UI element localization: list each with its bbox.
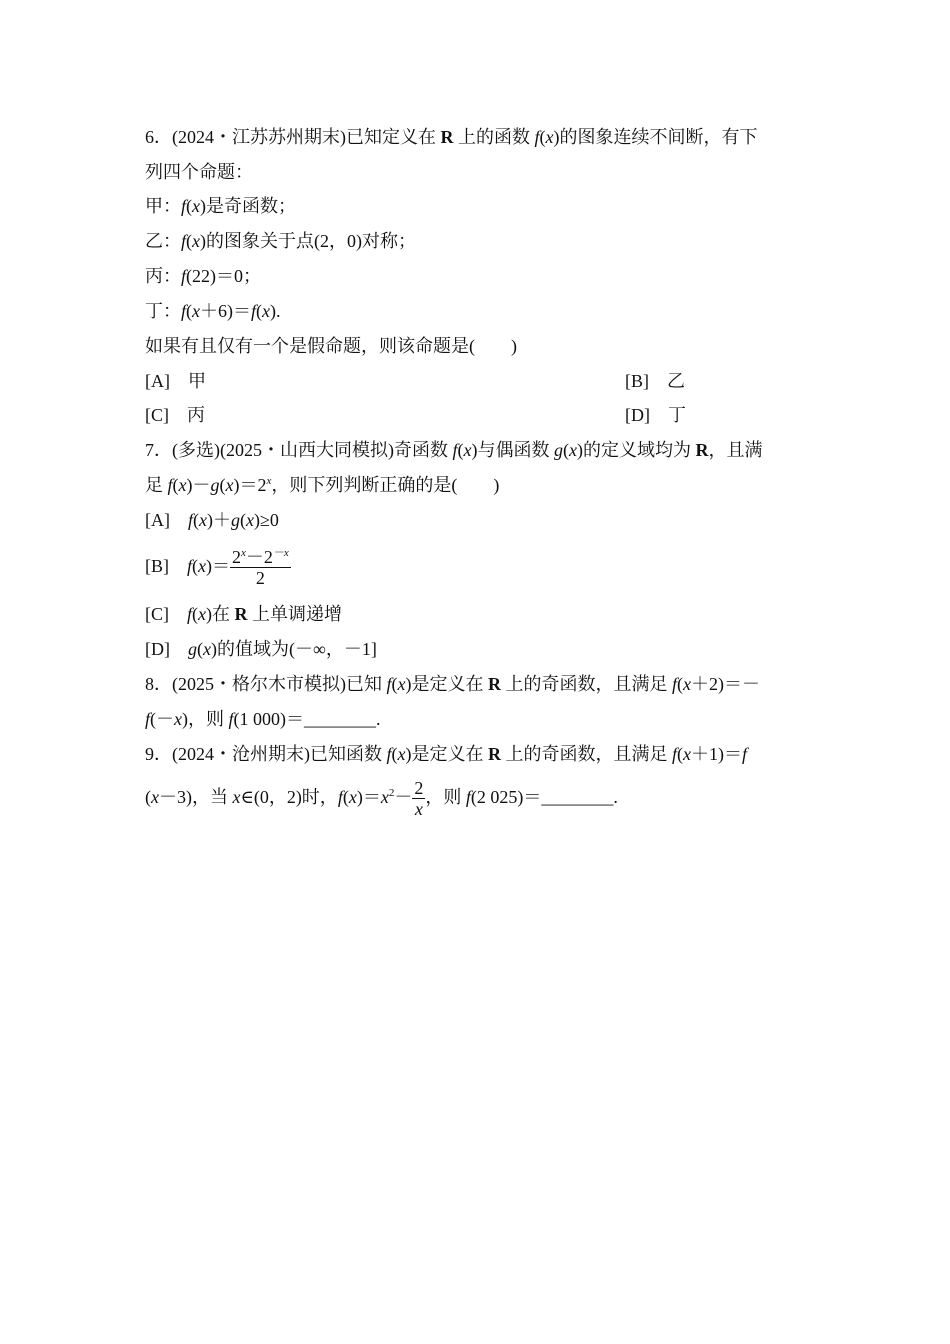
var: x [348, 787, 357, 807]
text: )是定义在 [405, 744, 489, 764]
text: －2 [245, 547, 273, 568]
var: g [231, 510, 241, 530]
var: f [672, 744, 678, 764]
text: ( [145, 787, 151, 807]
var: f [167, 475, 173, 495]
var: f [672, 674, 678, 694]
option-label: [B] [145, 556, 187, 576]
q6-option-a[interactable]: [A] 甲 [145, 371, 206, 391]
answer-blank[interactable]: (2 025)＝________. [470, 787, 618, 807]
text: ，且满 [708, 440, 763, 460]
q7-option-a[interactable]: [A] f(x)＋g(x)≥0 [145, 510, 279, 530]
text: － [394, 787, 413, 807]
text: ). [270, 301, 281, 321]
text: ，则下列判断正确的是( ) [271, 475, 500, 495]
text: ( [539, 127, 546, 147]
var: x [262, 301, 271, 321]
var: f [742, 744, 748, 764]
var: x [198, 556, 207, 576]
q6-stem: 如果有且仅有一个是假命题，则该命题是( ) [145, 336, 517, 356]
var: x [192, 301, 201, 321]
q6-proposition-ding: 丁：f(x＋6)＝f(x). [145, 301, 281, 321]
option-label: [D] [145, 639, 188, 659]
text: )＝ [356, 787, 381, 807]
var: x [199, 510, 208, 530]
text: 2 [232, 547, 242, 568]
var: x [246, 510, 255, 530]
text: －3)，当 [159, 787, 233, 807]
text: ＋6)＝ [200, 301, 252, 321]
q6-line1 [145, 126, 758, 148]
q6-proposition-jia: 甲：f(x)是奇函数； [145, 196, 297, 216]
var: f [534, 127, 540, 147]
text: 上的函数 [453, 127, 535, 147]
var: x [683, 674, 692, 694]
text: )是奇函数； [200, 196, 297, 216]
q6-option-c[interactable]: [C] 丙 [145, 405, 205, 425]
denominator: x [414, 799, 423, 820]
fraction [412, 778, 425, 819]
exponent: 2 [388, 787, 395, 799]
var: f [188, 510, 194, 530]
var: x [174, 709, 183, 729]
var: x [203, 639, 211, 659]
text: )，则 [182, 709, 229, 729]
text: 丙： [145, 266, 181, 286]
text: )在 [206, 604, 235, 624]
text: )＝ [206, 556, 231, 576]
var: x [569, 440, 577, 460]
q7-line2: 足 $f(x)-g(x)=2^x$，则下列判断正确的是( ) [145, 475, 500, 495]
text: ，则 [425, 787, 466, 807]
option-label: [A] [145, 510, 188, 530]
var: x [397, 744, 406, 764]
real-set: R [440, 127, 454, 147]
q6-line2: 列四个命题： [145, 162, 253, 182]
q8-line2 [145, 708, 381, 730]
fraction [230, 547, 291, 588]
var: x [683, 744, 692, 764]
var: f [145, 709, 151, 729]
text: 上的奇函数，且满足 [501, 674, 673, 694]
denominator: 2 [255, 568, 265, 589]
q9-line2: (x－3)，当 x∈(0，2)时，$f(x)=x^2-$ $\frac{2}{x}$ ，则 f(2 025)＝________. [145, 778, 618, 820]
text: ∈(0，2)时， [240, 787, 338, 807]
var: x [463, 440, 472, 460]
var: x [151, 787, 159, 807]
exponent: －x [272, 547, 289, 560]
q6-options-ab [145, 370, 685, 392]
var: x [192, 196, 201, 216]
q6-proposition-yi: 乙：f(x)的图象关于点(2，0)对称； [145, 231, 416, 251]
var: f [228, 709, 234, 729]
text: 乙： [145, 231, 181, 251]
var: f [181, 301, 187, 321]
exponent: x [241, 547, 246, 560]
var: f [187, 556, 193, 576]
var: x [178, 475, 187, 495]
text: )的图象关于点(2，0)对称； [200, 231, 416, 251]
var: x [198, 604, 207, 624]
text: )－ [186, 475, 211, 495]
text: ＋2)＝－ [691, 674, 761, 694]
var: x [225, 475, 234, 495]
q7-option-b[interactable]: [B] f(x)＝ $\frac{2^x-2^{-x}}{2}$ [145, 547, 289, 589]
q6-options-cd [145, 404, 686, 426]
real-set: R [234, 604, 248, 624]
var: f [187, 604, 193, 624]
text: )＋ [207, 510, 232, 530]
text: )与偶函数 [471, 440, 554, 460]
q9-line1: 9．(2024・沧州期末)已知函数 f(x)是定义在 R 上的奇函数，且满足 f(x＋1)＝f [145, 744, 748, 764]
var: x [192, 231, 201, 251]
option-label: [C] [145, 604, 187, 624]
var: x [545, 127, 554, 147]
q7-option-d[interactable]: [D] g(x)的值域为(－∞，－1] [145, 639, 377, 659]
text: 上的奇函数，且满足 [501, 744, 673, 764]
var: f [337, 787, 343, 807]
text: 足 [145, 475, 168, 495]
var: f [251, 301, 257, 321]
var: x [397, 674, 406, 694]
text: 甲： [145, 196, 181, 216]
numerator [230, 547, 291, 568]
text: )≥0 [254, 510, 279, 530]
var: x [232, 787, 241, 807]
q6-option-b[interactable]: [B] 乙 [625, 371, 685, 391]
var: f [386, 744, 392, 764]
var: f [181, 266, 187, 286]
text: )的定义域均为 [577, 440, 696, 460]
text: 9．(2024・沧州期末)已知函数 [145, 744, 387, 764]
var: f [181, 231, 187, 251]
text: )的值域为(－∞，－1] [211, 639, 377, 659]
text: ＋1)＝ [691, 744, 743, 764]
var: g [188, 639, 197, 659]
text: )＝2 [233, 475, 267, 495]
exponent: x [266, 475, 272, 487]
text: 6．(2024・江苏苏州期末)已知定义在 [145, 127, 441, 147]
text: 7．(多选)(2025・山西大同模拟)奇函数 [145, 440, 453, 460]
text: 8．(2025・格尔木市模拟)已知 [145, 674, 387, 694]
real-set: R [488, 744, 502, 764]
q7-line1: 7．(多选)(2025・山西大同模拟)奇函数 f(x)与偶函数 g(x)的定义域均为 R，且满 [145, 440, 763, 460]
var: f [181, 196, 187, 216]
q6-proposition-bing [145, 265, 261, 287]
q6-option-d[interactable]: [D] 丁 [625, 405, 686, 425]
numerator: 2 [414, 778, 424, 799]
answer-blank[interactable]: (1 000)＝________. [233, 709, 381, 729]
var: f [452, 440, 458, 460]
var: g [210, 475, 220, 495]
var: x [380, 787, 389, 807]
text: (22)＝0； [186, 266, 262, 286]
q8-line1: 8．(2025・格尔木市模拟)已知 f(x)是定义在 R 上的奇函数，且满足 f(x＋2)＝－ [145, 674, 761, 694]
var: f [386, 674, 392, 694]
text: )是定义在 [405, 674, 489, 694]
text: )的图象连续不间断，有下 [553, 127, 758, 147]
text: 上单调递增 [247, 604, 343, 624]
text: (－ [150, 709, 175, 729]
real-set: R [488, 674, 502, 694]
q7-option-c[interactable]: [C] f(x)在 R 上单调递增 [145, 604, 343, 624]
var: g [554, 440, 563, 460]
text: 丁： [145, 301, 181, 321]
var: f [465, 787, 471, 807]
real-set: R [695, 440, 709, 460]
